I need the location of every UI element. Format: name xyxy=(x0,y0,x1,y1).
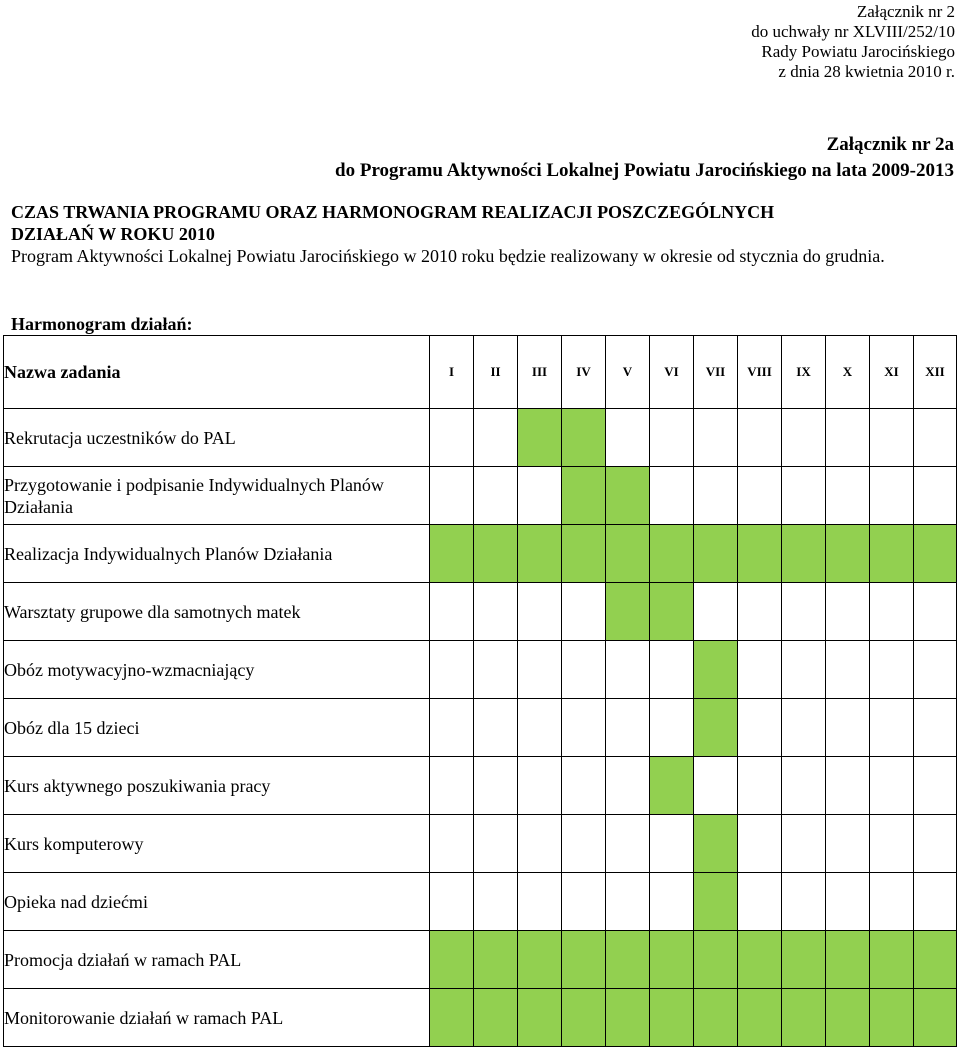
table-row xyxy=(4,873,957,931)
month-cell xyxy=(782,873,826,931)
month-cell xyxy=(430,699,474,757)
month-cell-active xyxy=(650,989,694,1047)
month-cell xyxy=(518,815,562,873)
month-header: I xyxy=(430,336,474,409)
table-row xyxy=(4,699,957,757)
month-cell-active xyxy=(606,467,650,525)
month-header: VI xyxy=(650,336,694,409)
month-cell-active xyxy=(430,931,474,989)
month-cell-active xyxy=(562,409,606,467)
month-cell xyxy=(562,873,606,931)
month-cell-active xyxy=(430,989,474,1047)
document-heading xyxy=(11,201,951,245)
table-row xyxy=(4,583,957,641)
month-cell xyxy=(826,467,870,525)
program-attachment-line: do Programu Aktywności Lokalnej Powiatu Jarocińskiego na lata 2009-2013 xyxy=(335,160,954,181)
month-cell-active xyxy=(562,989,606,1047)
attachment-line: Załącznik nr 2 xyxy=(856,2,955,21)
month-cell xyxy=(430,583,474,641)
task-name: Promocja działań w ramach PAL xyxy=(4,931,430,989)
month-cell-active xyxy=(826,931,870,989)
month-cell-active xyxy=(694,641,738,699)
month-cell xyxy=(518,641,562,699)
month-cell xyxy=(738,467,782,525)
month-cell xyxy=(474,757,518,815)
month-cell xyxy=(606,409,650,467)
month-cell xyxy=(738,699,782,757)
month-header: VII xyxy=(694,336,738,409)
task-name: Obóz dla 15 dzieci xyxy=(4,699,430,757)
month-cell xyxy=(782,757,826,815)
month-cell xyxy=(738,873,782,931)
heading-line: CZAS TRWANIA PROGRAMU ORAZ HARMONOGRAM REALIZACJI POSZCZEGÓLNYCH xyxy=(11,202,775,222)
task-name: Realizacja Indywidualnych Planów Działania xyxy=(4,525,430,583)
month-cell xyxy=(650,467,694,525)
month-header: VIII xyxy=(738,336,782,409)
month-cell-active xyxy=(738,989,782,1047)
month-cell xyxy=(650,699,694,757)
month-cell xyxy=(430,409,474,467)
month-cell-active xyxy=(870,989,914,1047)
month-cell-active xyxy=(694,525,738,583)
month-cell xyxy=(430,641,474,699)
schedule-title: Harmonogram działań: xyxy=(11,314,193,334)
month-cell xyxy=(694,467,738,525)
task-name: Opieka nad dziećmi xyxy=(4,873,430,931)
month-cell xyxy=(914,583,957,641)
month-cell xyxy=(518,873,562,931)
month-cell xyxy=(826,873,870,931)
month-cell-active xyxy=(518,409,562,467)
month-cell xyxy=(738,757,782,815)
month-cell-active xyxy=(870,931,914,989)
month-cell xyxy=(430,757,474,815)
table-row xyxy=(4,931,957,989)
month-cell-active xyxy=(650,583,694,641)
month-cell xyxy=(518,699,562,757)
month-header: V xyxy=(606,336,650,409)
attachment-line: Rady Powiatu Jarocińskiego xyxy=(761,42,955,61)
month-cell xyxy=(870,757,914,815)
month-cell xyxy=(474,467,518,525)
month-cell xyxy=(430,815,474,873)
month-cell xyxy=(914,641,957,699)
task-name-header: Nazwa zadania xyxy=(4,336,430,409)
month-header: XI xyxy=(870,336,914,409)
task-name: Warsztaty grupowe dla samotnych matek xyxy=(4,583,430,641)
month-cell xyxy=(430,873,474,931)
month-cell xyxy=(474,409,518,467)
month-header: IV xyxy=(562,336,606,409)
program-attachment-block xyxy=(335,132,954,184)
month-cell xyxy=(826,699,870,757)
month-cell-active xyxy=(606,931,650,989)
month-cell-active xyxy=(914,989,957,1047)
month-cell xyxy=(606,815,650,873)
month-header: II xyxy=(474,336,518,409)
table-row xyxy=(4,641,957,699)
month-header: X xyxy=(826,336,870,409)
intro-paragraph: Program Aktywności Lokalnej Powiatu Jarocińskiego w 2010 roku będzie realizowany w okresie od stycznia do grudnia. xyxy=(11,246,885,266)
month-cell-active xyxy=(518,525,562,583)
month-cell xyxy=(650,641,694,699)
month-cell xyxy=(738,583,782,641)
month-cell-active xyxy=(518,989,562,1047)
month-cell xyxy=(914,873,957,931)
month-cell-active xyxy=(870,525,914,583)
month-cell xyxy=(562,815,606,873)
month-cell-active xyxy=(694,699,738,757)
month-cell xyxy=(870,409,914,467)
month-cell xyxy=(914,409,957,467)
month-cell xyxy=(474,873,518,931)
month-cell-active xyxy=(914,931,957,989)
month-cell-active xyxy=(826,525,870,583)
month-cell-active xyxy=(562,525,606,583)
month-cell xyxy=(562,757,606,815)
task-name: Monitorowanie działań w ramach PAL xyxy=(4,989,430,1047)
month-cell-active xyxy=(826,989,870,1047)
table-row xyxy=(4,815,957,873)
month-cell-active xyxy=(518,931,562,989)
month-cell xyxy=(430,467,474,525)
month-cell-active xyxy=(474,989,518,1047)
task-name: Kurs aktywnego poszukiwania pracy xyxy=(4,757,430,815)
month-cell xyxy=(870,699,914,757)
month-cell xyxy=(606,641,650,699)
month-cell xyxy=(826,815,870,873)
month-cell-active xyxy=(650,525,694,583)
task-name: Rekrutacja uczestników do PAL xyxy=(4,409,430,467)
table-row xyxy=(4,409,957,467)
task-name: Przygotowanie i podpisanie Indywidualnych Planów Działania xyxy=(4,467,430,525)
heading-line: DZIAŁAŃ W ROKU 2010 xyxy=(11,224,215,244)
month-cell-active xyxy=(694,873,738,931)
month-cell-active xyxy=(694,815,738,873)
month-cell xyxy=(474,583,518,641)
schedule-table xyxy=(3,335,957,1047)
table-row xyxy=(4,757,957,815)
month-cell-active xyxy=(738,931,782,989)
task-name: Kurs komputerowy xyxy=(4,815,430,873)
month-cell xyxy=(694,757,738,815)
month-cell-active xyxy=(650,757,694,815)
month-cell xyxy=(474,699,518,757)
attachment-line: do uchwały nr XLVIII/252/10 xyxy=(751,22,955,41)
table-row xyxy=(4,525,957,583)
month-cell-active xyxy=(606,525,650,583)
month-cell-active xyxy=(562,931,606,989)
month-header: III xyxy=(518,336,562,409)
task-name: Obóz motywacyjno-wzmacniający xyxy=(4,641,430,699)
month-cell-active xyxy=(782,931,826,989)
month-cell xyxy=(782,641,826,699)
month-cell xyxy=(870,815,914,873)
month-cell-active xyxy=(694,989,738,1047)
month-cell xyxy=(562,641,606,699)
month-cell xyxy=(474,641,518,699)
month-cell xyxy=(650,815,694,873)
month-cell-active xyxy=(782,989,826,1047)
table-row xyxy=(4,989,957,1047)
month-cell xyxy=(914,699,957,757)
month-cell-active xyxy=(650,931,694,989)
table-header-row xyxy=(4,336,957,409)
month-header: XII xyxy=(914,336,957,409)
month-cell xyxy=(782,699,826,757)
month-cell xyxy=(826,409,870,467)
month-cell-active xyxy=(694,931,738,989)
schedule-body xyxy=(4,409,957,1047)
month-cell xyxy=(518,757,562,815)
month-cell-active xyxy=(782,525,826,583)
month-cell xyxy=(738,641,782,699)
month-cell xyxy=(870,641,914,699)
month-cell xyxy=(782,409,826,467)
month-header: IX xyxy=(782,336,826,409)
table-row xyxy=(4,467,957,525)
month-cell xyxy=(826,583,870,641)
month-cell xyxy=(738,815,782,873)
month-cell xyxy=(650,873,694,931)
month-cell xyxy=(694,583,738,641)
month-cell xyxy=(694,409,738,467)
month-cell xyxy=(870,873,914,931)
month-cell xyxy=(606,873,650,931)
month-cell xyxy=(826,641,870,699)
month-cell xyxy=(782,467,826,525)
month-cell xyxy=(870,583,914,641)
month-cell xyxy=(782,815,826,873)
month-cell xyxy=(914,467,957,525)
attachment-block xyxy=(751,2,955,82)
month-cell xyxy=(914,815,957,873)
month-cell-active xyxy=(474,931,518,989)
month-cell xyxy=(518,467,562,525)
month-cell xyxy=(914,757,957,815)
month-cell-active xyxy=(738,525,782,583)
month-cell xyxy=(650,409,694,467)
month-cell xyxy=(870,467,914,525)
month-cell xyxy=(738,409,782,467)
month-cell xyxy=(474,815,518,873)
program-attachment-line: Załącznik nr 2a xyxy=(826,134,954,155)
month-cell xyxy=(606,699,650,757)
month-cell-active xyxy=(606,583,650,641)
month-cell xyxy=(782,583,826,641)
attachment-line: z dnia 28 kwietnia 2010 r. xyxy=(778,62,955,81)
month-cell xyxy=(518,583,562,641)
month-cell xyxy=(562,583,606,641)
month-cell-active xyxy=(562,467,606,525)
month-cell-active xyxy=(430,525,474,583)
month-cell xyxy=(562,699,606,757)
month-cell-active xyxy=(474,525,518,583)
month-cell xyxy=(826,757,870,815)
month-cell-active xyxy=(914,525,957,583)
month-cell xyxy=(606,757,650,815)
month-cell-active xyxy=(606,989,650,1047)
